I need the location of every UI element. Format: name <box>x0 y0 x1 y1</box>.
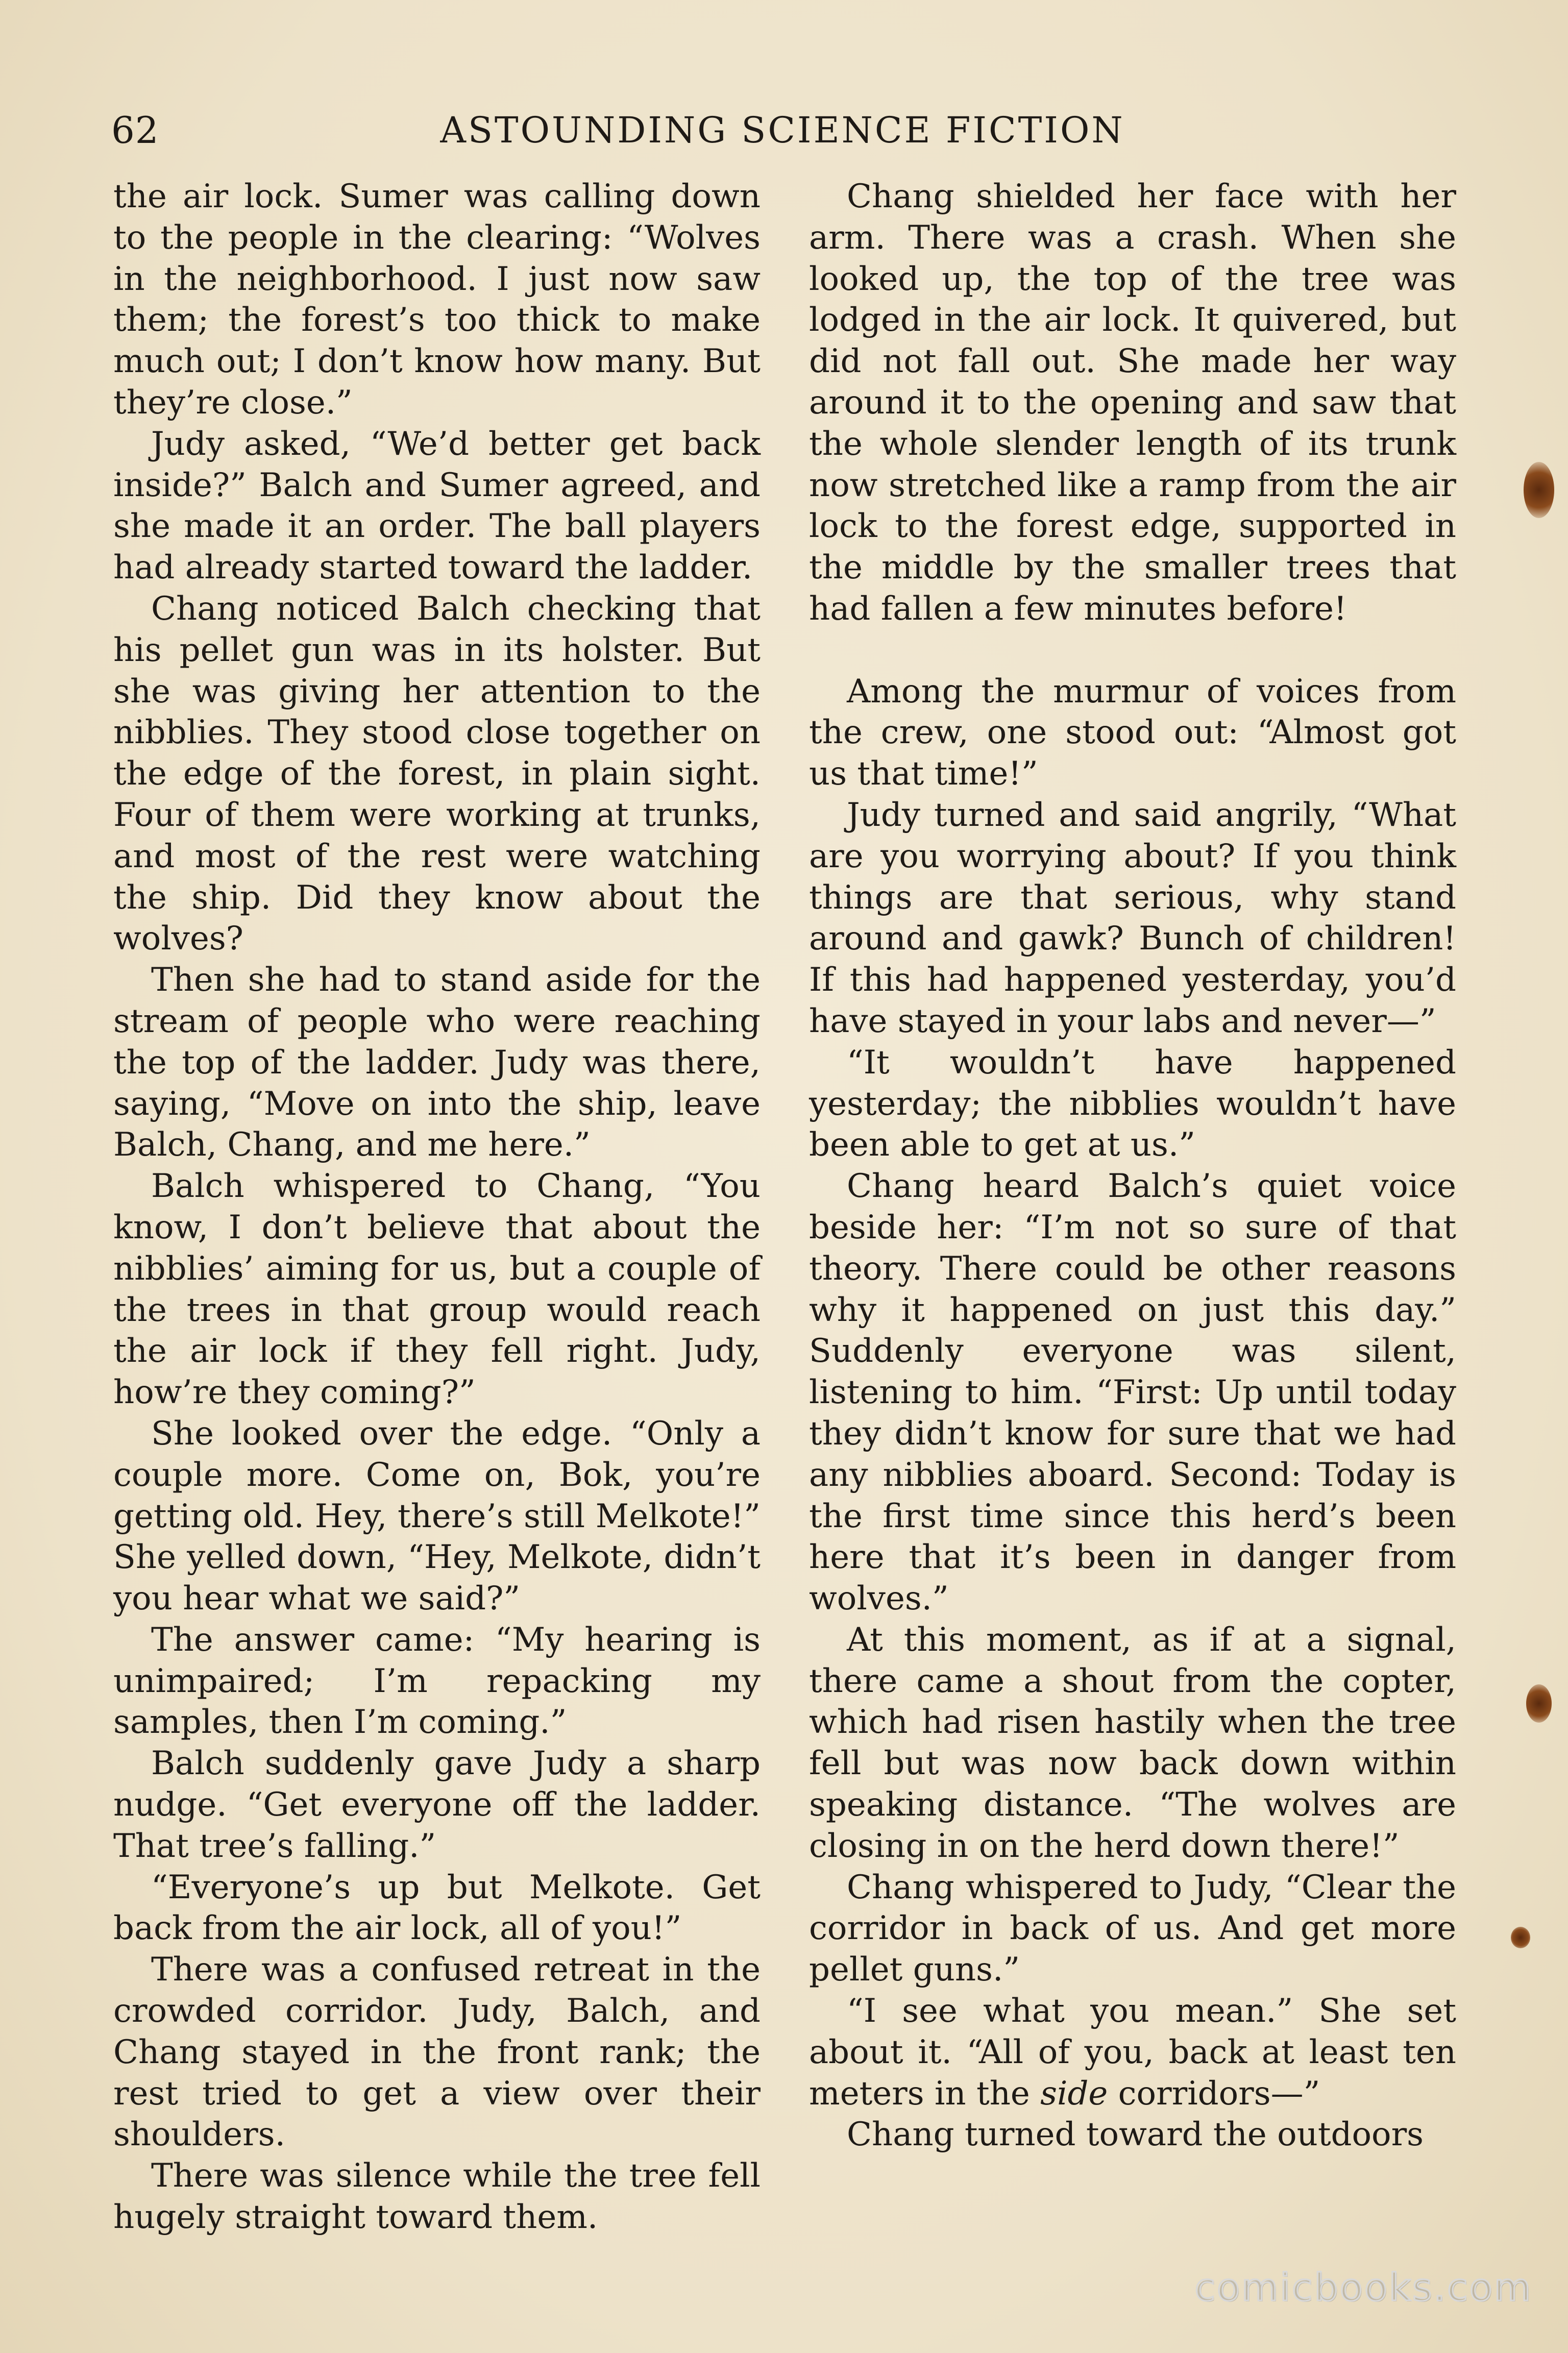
running-header <box>111 102 1454 158</box>
page-stain <box>1526 1684 1552 1723</box>
paragraph: Balch whispered to Chang, “You know, I don’t believe that about the nibblies’ aiming for us, but a couple of the trees in that group would reach the air lock if they fell right. Judy, how’re they coming?” <box>113 1167 761 1412</box>
paragraph: Among the murmur of voices from the crew, one stood out: “Almost got us that time!” <box>809 672 1456 793</box>
paragraph: the air lock. Sumer was calling down to the people in the clearing: “Wolves in the neighborhood. I just now saw them; the forest’s too thick to make much out; I don’t know how many. But they’re close.” <box>113 178 761 422</box>
paragraph: Judy asked, “We’d better get back inside?” Balch and Sumer agreed, and she made it an order. The ball players had already started toward the ladder. <box>113 425 761 587</box>
page-stain <box>1524 462 1554 518</box>
paragraph: She looked over the edge. “Only a couple more. Come on, Bok, you’re getting old. Hey, there’s still Melkote!” She yelled down, “Hey, Melkote, didn’t you hear what we said?” <box>113 1414 761 1618</box>
page-stain <box>1511 1927 1530 1948</box>
emphasized-word: side <box>1040 2074 1108 2113</box>
paragraph: Balch suddenly gave Judy a sharp nudge. “Get everyone off the ladder. That tree’s falling.” <box>113 1745 761 1865</box>
paragraph-text: corridors—” <box>1108 2074 1320 2113</box>
paragraph: Chang noticed Balch checking that his pellet gun was in its holster. But she was giving her attention to the nibblies. They stood close together on the edge of the forest, in plain sight. Four of them were working at trunks, and most of the rest were watching the ship. Did they know about the wolves? <box>113 590 761 958</box>
text-column-right <box>809 176 1456 2155</box>
paragraph: “It wouldn’t have happened yesterday; the nibblies wouldn’t have been able to get at us.” <box>809 1043 1456 1164</box>
text-column-left <box>113 176 761 2238</box>
paragraph: There was silence while the tree fell hugely straight toward them. <box>113 2157 761 2237</box>
page-number: 62 <box>111 109 159 152</box>
paragraph <box>809 1991 1456 2114</box>
watermark: comicbooks.com <box>1194 2266 1532 2310</box>
paragraph: Chang shielded her face with her arm. There was a crash. When she looked up, the top of the tree was lodged in the air lock. It quivered, but did not fall out. She made her way around it to the opening and saw that the whole slender length of its trunk now stretched like a ramp from the air lock to the forest edge, supported in the middle by the smaller trees that had fallen a few minutes before! <box>809 178 1456 628</box>
paragraph: There was a confused retreat in the crowded corridor. Judy, Balch, and Chang stayed in the front rank; the rest tried to get a view over their shoulders. <box>113 1951 761 2154</box>
paragraph: “Everyone’s up but Melkote. Get back from the air lock, all of you!” <box>113 1868 761 1948</box>
running-title: ASTOUNDING SCIENCE FICTION <box>440 109 1125 151</box>
paragraph: Chang whispered to Judy, “Clear the corridor in back of us. And get more pellet guns.” <box>809 1868 1456 1989</box>
paragraph: Chang turned toward the outdoors <box>847 2116 1424 2154</box>
paragraph: At this moment, as if at a signal, there came a shout from the copter, which had risen hastily when the tree fell but was now back down within speaking distance. “The wolves are closing in on the herd down there!” <box>809 1621 1456 1865</box>
paragraph: The answer came: “My hearing is unimpaired; I’m repacking my samples, then I’m coming.” <box>113 1621 761 1742</box>
paragraph-text: “I see what you mean.” She set about it. “All of you, back at least ten meters in the <box>809 1992 1456 2113</box>
paragraph: Then she had to stand aside for the stream of people who were reaching the top of the ladder. Judy was there, saying, “Move on into the ship, leave Balch, Chang, and me here.” <box>113 961 761 1164</box>
paragraph: Chang heard Balch’s quiet voice beside her: “I’m not so sure of that theory. There could be other reasons why it happened on just this day.” Suddenly everyone was silent, listening to him. “First: Up until today they didn’t know for sure that we had any nibblies aboard. Second: Today is the first time since this herd’s been here that it’s been in danger from wolves.” <box>809 1167 1456 1618</box>
paragraph: Judy turned and said angrily, “What are you worrying about? If you think things are that serious, why stand around and gawk? Bunch of children! If this had happened yesterday, you’d have stayed in your labs and never—” <box>809 796 1456 1040</box>
